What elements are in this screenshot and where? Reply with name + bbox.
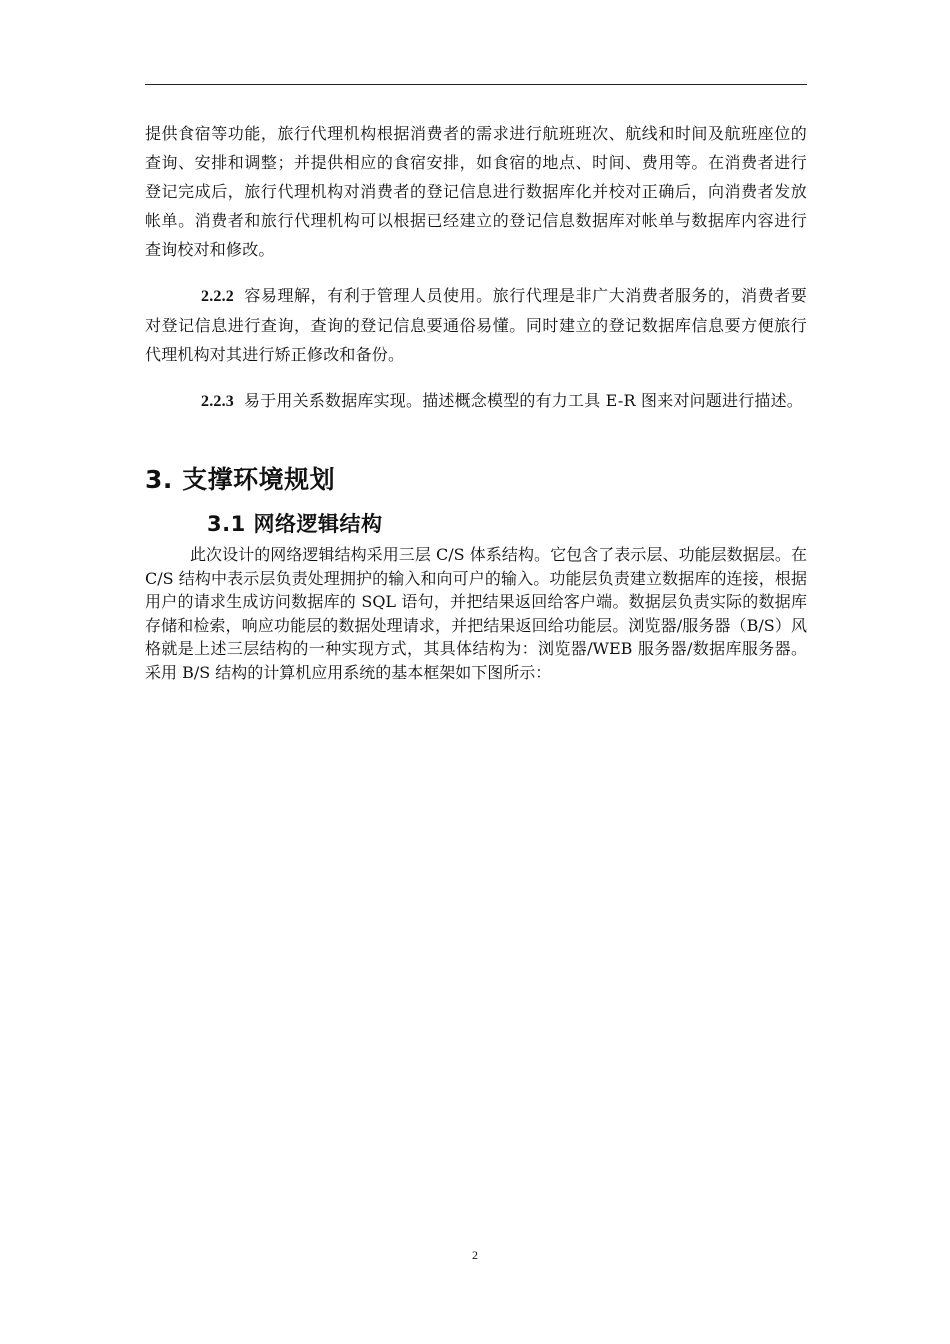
paragraph-2-2-2 bbox=[145, 281, 807, 369]
paragraph-2-2-3 bbox=[145, 386, 807, 416]
item-text-2-2-3: 易于用关系数据库实现。描述概念模型的有力工具 E-R 图来对问题进行描述。 bbox=[244, 391, 804, 410]
item-number-2-2-3: 2.2.3 bbox=[201, 393, 234, 410]
paragraph-intro: 提供食宿等功能，旅行代理机构根据消费者的需求进行航班班次、航线和时间及航班座位的查询、安排和调整；并提供相应的食宿安排，如食宿的地点、时间、费用等。在消费者进行登记完成后，旅行代理机构对消费者的登记信息进行数据库化并校对正确后，向消费者发放帐单。消费者和旅行代理机构可以根据已经建立的登记信息数据库对帐单与数据库内容进行查询校对和修改。 bbox=[145, 124, 807, 259]
section-3-1-heading: 3.1 网络逻辑结构 bbox=[207, 512, 383, 536]
item-text-2-2-2: 容易理解，有利于管理人员使用。旅行代理是非广大消费者服务的，消费者要对登记信息进行查询，查询的登记信息要通俗易懂。同时建立的登记数据库信息要方便旅行代理机构对其进行矫正修改和备份。 bbox=[145, 286, 807, 364]
paragraph-3-1: 此次设计的网络逻辑结构采用三层 C/S 体系结构。它包含了表示层、功能层数据层。在 C/S 结构中表示层负责处理拥护的输入和向可户的输入。功能层负责建立数据库的连接，根据用户的请求生成访问数据库的 SQL 语句，并把结果返回给客户端。数据层负责实际的数据库存储和检索，响应功能层的数据处理请求，并把结果返回给功能层。浏览器/服务器（B/S）风格就是上述三层结构的一种实现方式，其具体结构为：浏览器/WEB 服务器/数据库服务器。采用 B/S 结构的计算机应用系统的基本框架如下图所示： bbox=[145, 545, 807, 682]
page-number: 2 bbox=[472, 1248, 478, 1262]
item-number-2-2-2: 2.2.2 bbox=[201, 288, 234, 305]
section-3-heading: 3. 支撑环境规划 bbox=[145, 465, 336, 494]
header-rule bbox=[145, 84, 807, 85]
document-body bbox=[145, 119, 807, 685]
